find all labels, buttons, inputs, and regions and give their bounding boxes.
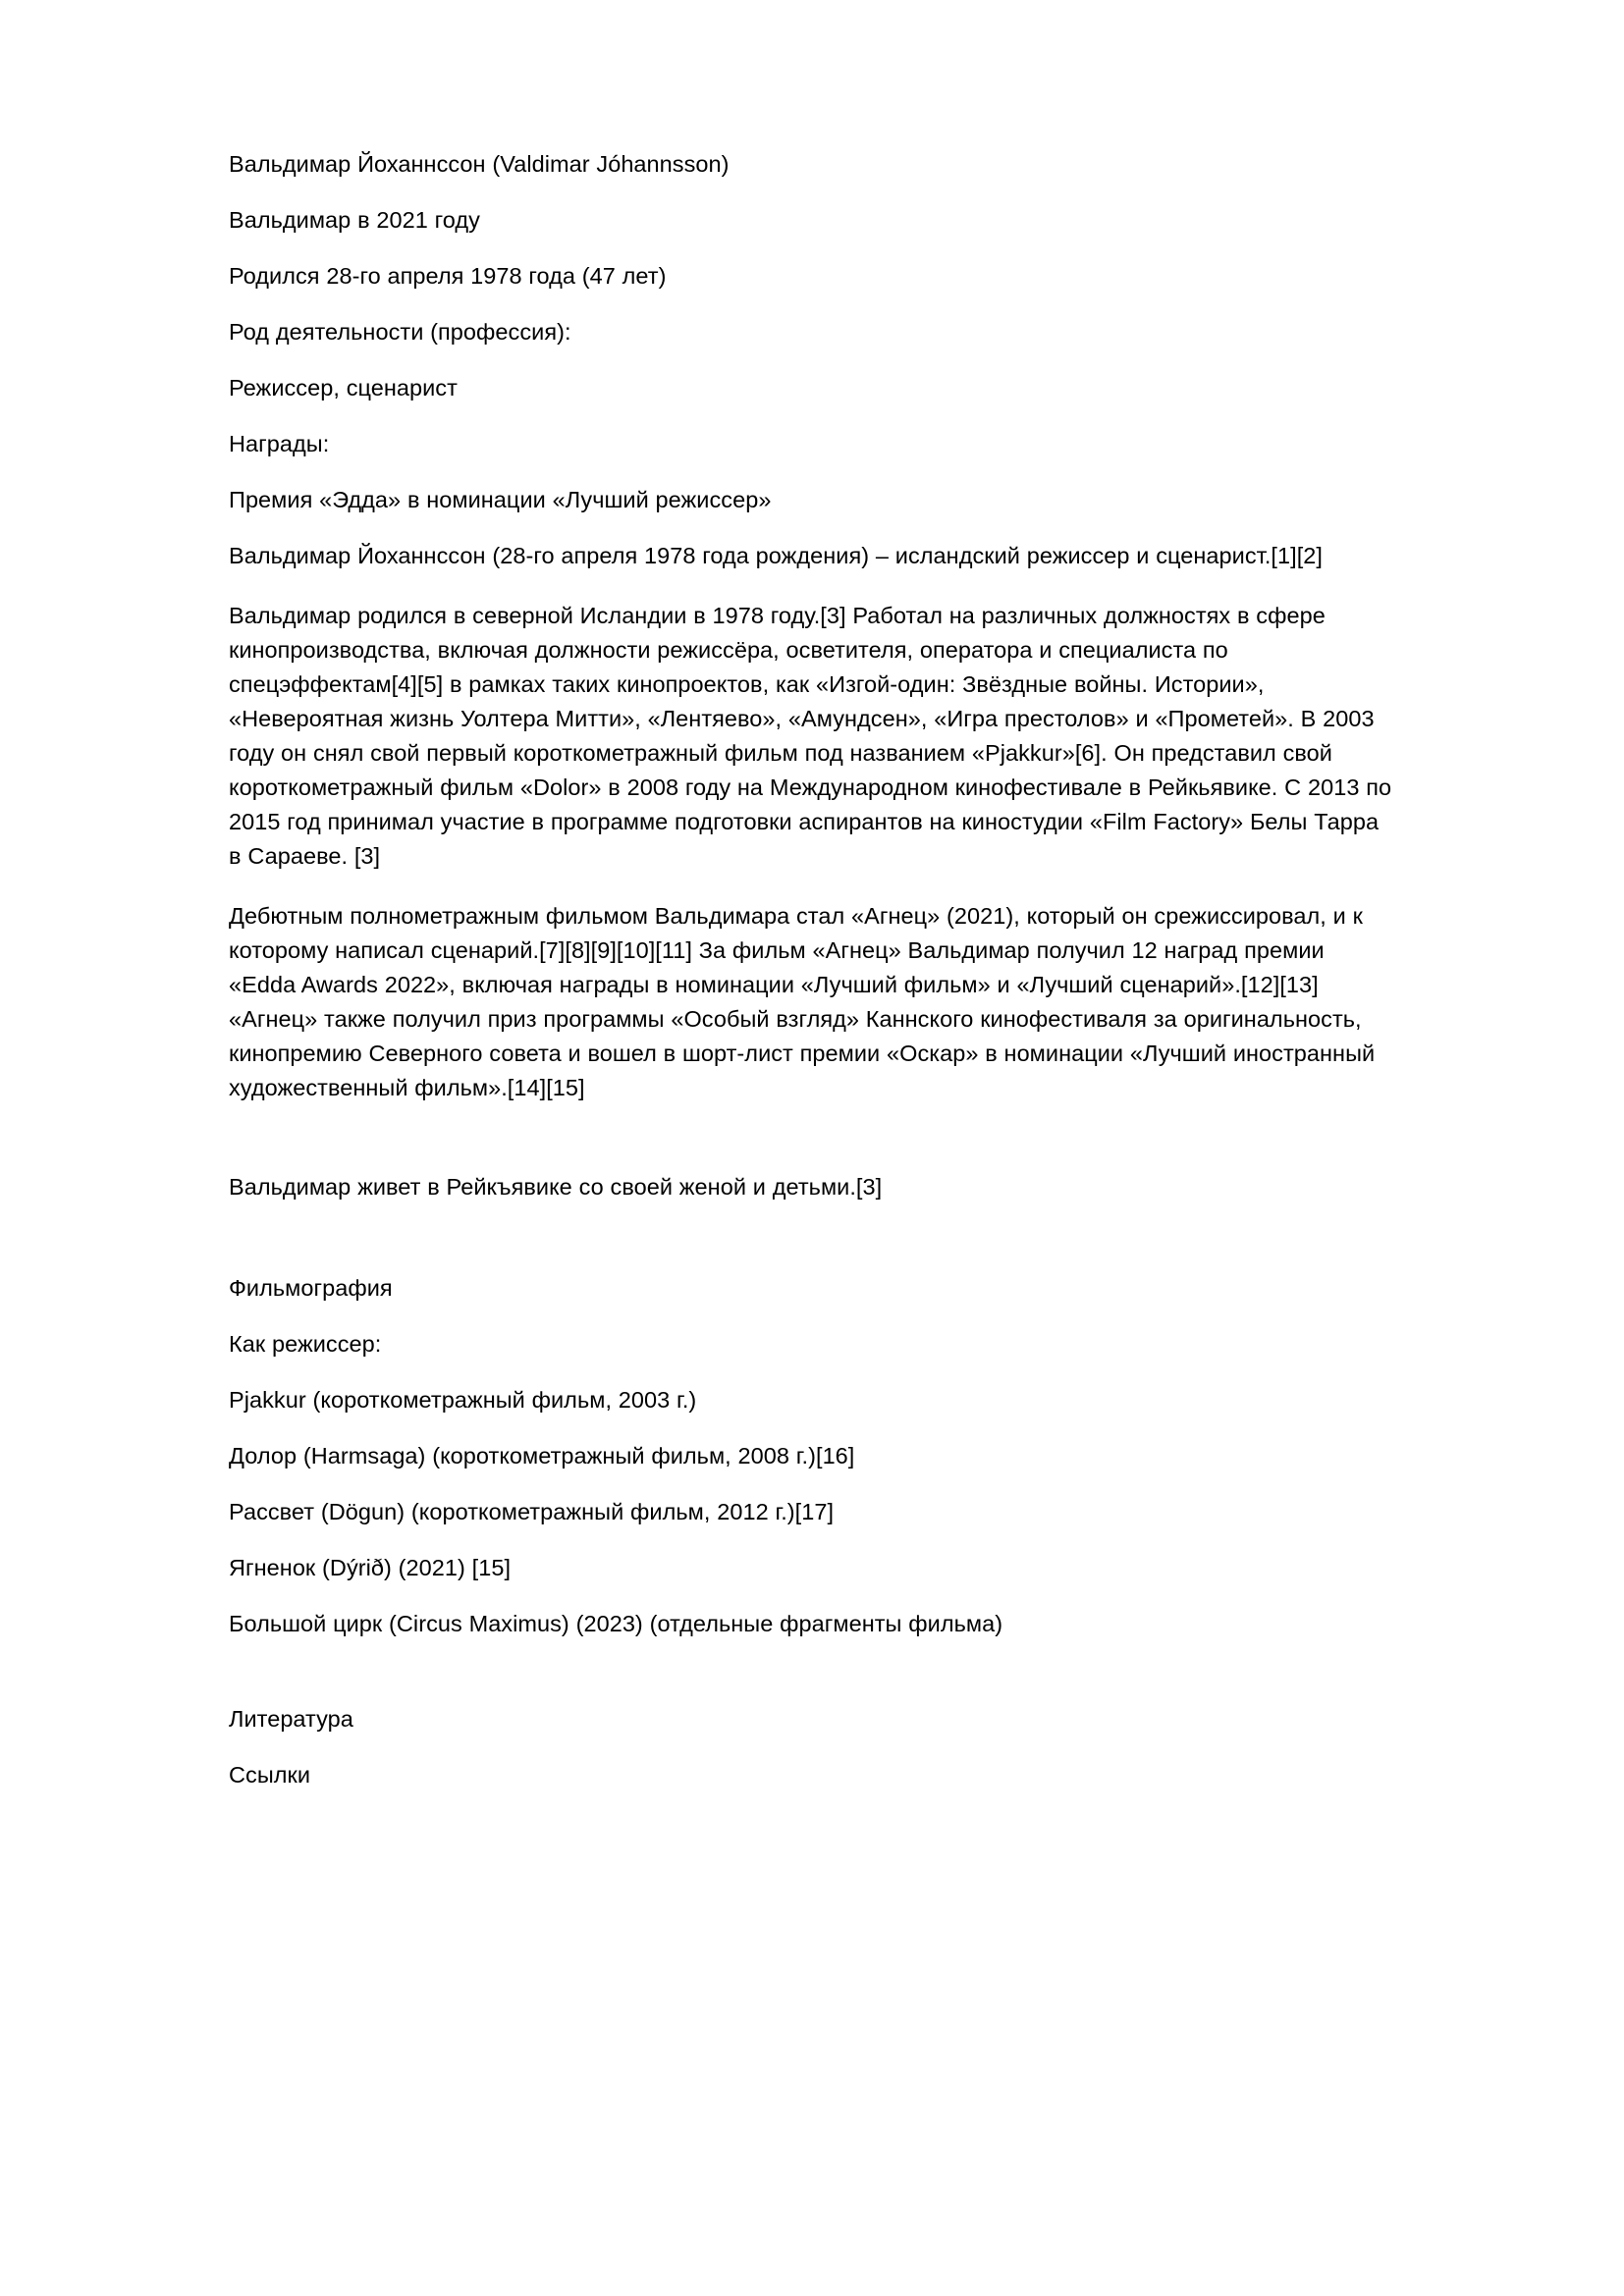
occupation-value: Режиссер, сценарист <box>229 375 458 400</box>
awards-value: Премия «Эдда» в номинации «Лучший режиссер» <box>229 487 772 512</box>
lead-paragraph: Вальдимар Йоханнссон (28-го апреля 1978 года рождения) – исландский режиссер и сценарист.[1][2] <box>229 543 1323 568</box>
as-director-label: Как режиссер: <box>229 1331 382 1357</box>
section-spacer-2 <box>229 1226 1397 1271</box>
filmography-item: Рассвет (Dögun) (короткометражный фильм, 2012 г.)[17] <box>229 1499 835 1524</box>
personal-life-paragraph: Вальдимар живет в Рейкъявике со своей женой и детьми.[3] <box>229 1174 883 1200</box>
person-name-line: Вальдимар Йоханнссон (Valdimar Jóhannsson) <box>229 151 730 177</box>
birth-date-line: Родился 28-го апреля 1978 года (47 лет) <box>229 263 667 289</box>
awards-label: Награды: <box>229 431 330 456</box>
filmography-item: Долор (Harmsaga) (короткометражный фильм, 2008 г.)[16] <box>229 1443 855 1468</box>
filmography-heading: Фильмография <box>229 1275 393 1301</box>
document-body <box>229 147 1397 1814</box>
filmography-item: Pjakkur (короткометражный фильм, 2003 г.) <box>229 1387 697 1413</box>
occupation-label: Род деятельности (профессия): <box>229 319 571 345</box>
links-heading: Ссылки <box>229 1762 311 1788</box>
biography-paragraph: Вальдимар родился в северной Исландии в 1978 году.[3] Работал на различных должностях в сфере кинопроизводства, включая должности режиссёра, осветителя, оператора и специалиста по спецэффектам[4][5] в рамках таких кинопроектов, как «Изгой-один: Звёздные войны. Истории», «Невероятная жизнь Уолтера Митти», «Лентяево», «Амундсен», «Игра престолов» и «Прометей». В 2003 году он снял свой первый короткометражный фильм под названием «Pjakkur»[6]. Он представил свой короткометражный фильм «Dolor» в 2008 году на Международном кинофестивале в Рейкьявике. С 2013 по 2015 год принимал участие в программе подготовки аспирантов на киностудии «Film Factory» Белы Тарра в Сараеве. [3] <box>229 603 1392 869</box>
section-spacer-1 <box>229 1131 1397 1170</box>
filmography-item: Ягненок (Dýrið) (2021) [15] <box>229 1555 512 1580</box>
section-spacer-3 <box>229 1663 1397 1702</box>
photo-caption-line: Вальдимар в 2021 году <box>229 207 480 233</box>
literature-heading: Литература <box>229 1706 353 1732</box>
filmography-item: Большой цирк (Circus Maximus) (2023) (отдельные фрагменты фильма) <box>229 1611 1003 1636</box>
career-paragraph: Дебютным полнометражным фильмом Вальдимара стал «Агнец» (2021), который он срежиссировал, и к которому написал сценарий.[7][8][9][10][11] За фильм «Агнец» Вальдимар получил 12 наград премии «Edda Awards 2022», включая награды в номинации «Лучший фильм» и «Лучший сценарий».[12][13] «Агнец» также получил приз программы «Особый взгляд» Каннского кинофестиваля за оригинальность, кинопремию Северного совета и вошел в шорт-лист премии «Оскар» в номинации «Лучший иностранный художественный фильм».[14][15] <box>229 903 1376 1100</box>
